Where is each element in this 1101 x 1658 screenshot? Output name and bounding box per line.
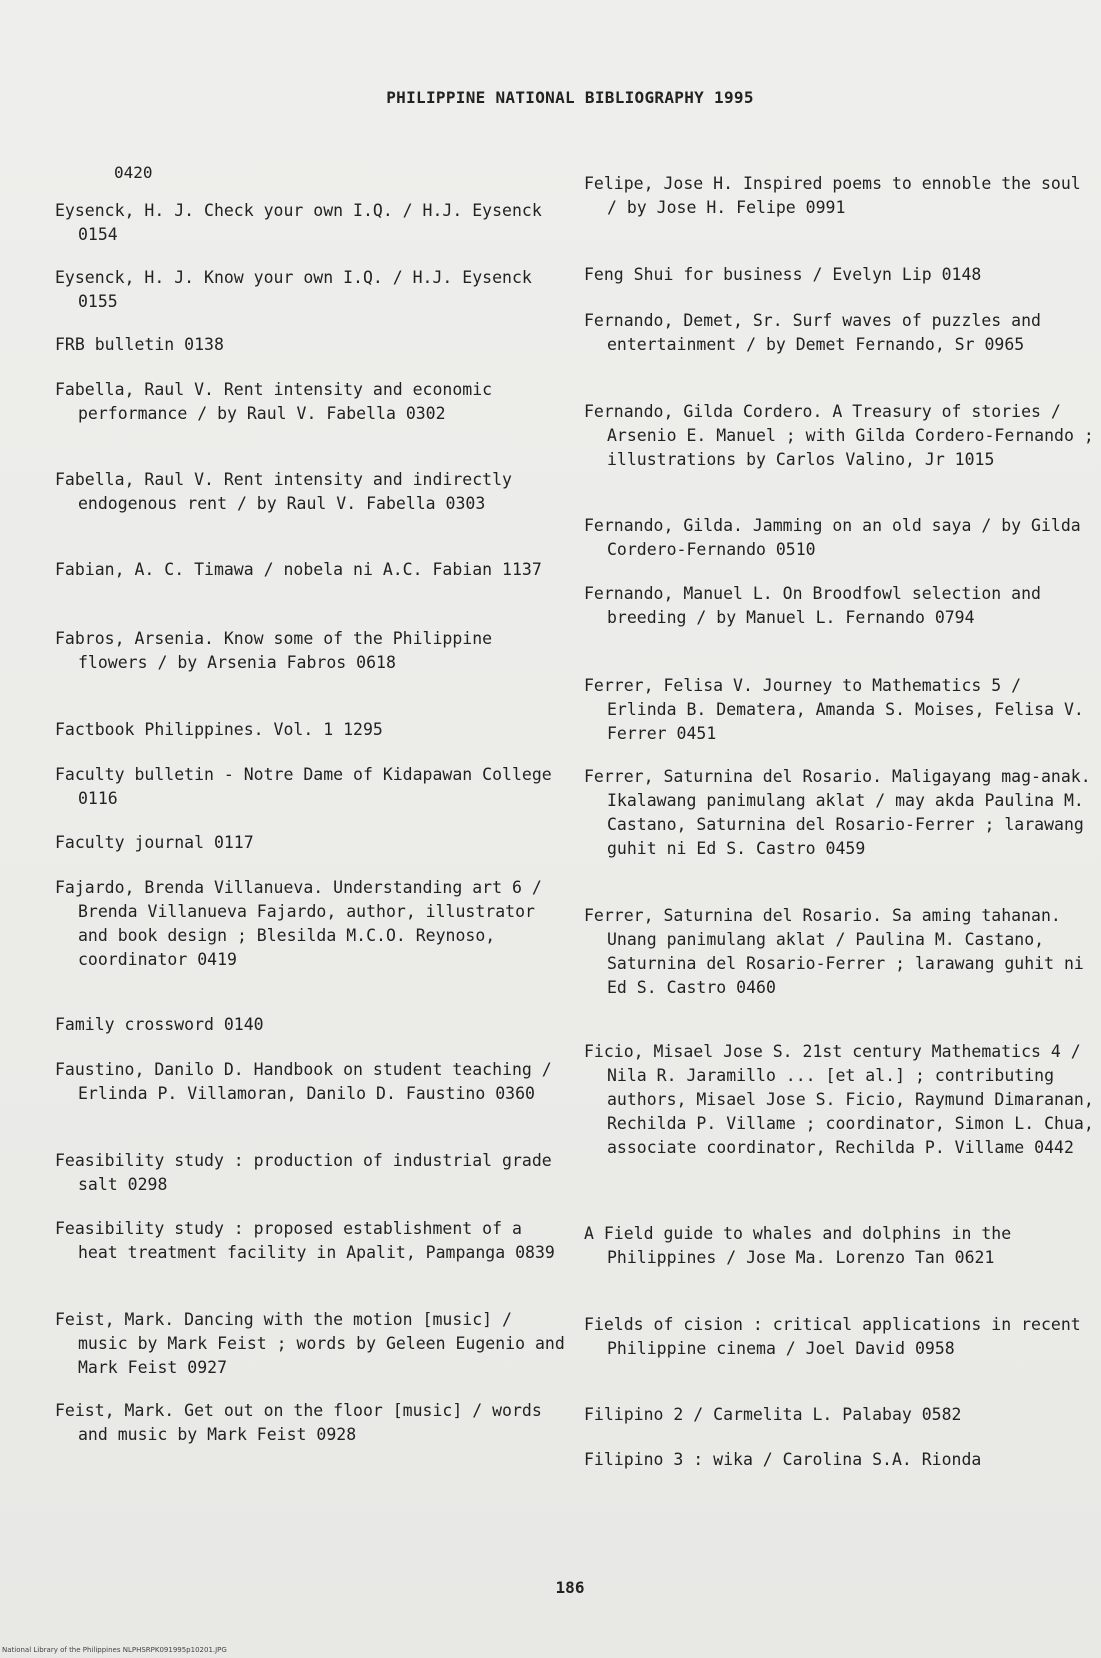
scan-credit: National Library of the Philippines NLPHSRPK091995p10201.JPG: [2, 1646, 227, 1654]
entry: Faustino, Danilo D. Handbook on student teaching / Erlinda P. Villamoran, Danilo D. Faustino 0360: [55, 1060, 552, 1103]
entry: Fabian, A. C. Timawa / nobela ni A.C. Fabian 1137: [55, 560, 542, 579]
entry: Family crossword 0140: [55, 1015, 264, 1034]
entry: Eysenck, H. J. Check your own I.Q. / H.J. Eysenck 0154: [55, 201, 542, 244]
entry: A Field guide to whales and dolphins in the Philippines / Jose Ma. Lorenzo Tan 0621: [584, 1224, 1012, 1267]
entry: Feist, Mark. Get out on the floor [music] / words and music by Mark Feist 0928: [55, 1401, 542, 1444]
entry: Fernando, Gilda Cordero. A Treasury of stories / Arsenio E. Manuel ; with Gilda Cordero-Fernando ; illustrations by Carlos Valino, Jr 1015: [584, 402, 1094, 469]
entry: Filipino 2 / Carmelita L. Palabay 0582: [584, 1405, 962, 1424]
entry: Feasibility study : proposed establishment of a heat treatment facility in Apalit, Pampanga 0839: [55, 1219, 555, 1262]
entry: Fernando, Gilda. Jamming on an old saya / by Gilda Cordero-Fernando 0510: [584, 516, 1081, 559]
entry: Fields of cision : critical applications in recent Philippine cinema / Joel David 0958: [584, 1315, 1081, 1358]
catalog-number: 0420: [114, 163, 153, 182]
entry: Felipe, Jose H. Inspired poems to ennoble the soul / by Jose H. Felipe 0991: [584, 174, 1081, 217]
entry: Fabros, Arsenia. Know some of the Philippine flowers / by Arsenia Fabros 0618: [55, 629, 493, 672]
entry: Filipino 3 : wika / Carolina S.A. Rionda: [584, 1450, 982, 1469]
entry: Fernando, Demet, Sr. Surf waves of puzzles and entertainment / by Demet Fernando, Sr 0965: [584, 311, 1041, 354]
entry: Feasibility study : production of industrial grade salt 0298: [55, 1151, 552, 1194]
entry: Ficio, Misael Jose S. 21st century Mathematics 4 / Nila R. Jaramillo ... [et al.] ; contributing authors, Misael Jose S. Ficio, Raymund Dimaranan, Rechilda P. Villame ; coordinator, Simon L. Chua, associate coordinator, Rechilda P. Villame 0442: [584, 1042, 1094, 1157]
entry: Fabella, Raul V. Rent intensity and economic performance / by Raul V. Fabella 0302: [55, 380, 493, 423]
entry: Faculty journal 0117: [55, 833, 254, 852]
page-title: PHILIPPINE NATIONAL BIBLIOGRAPHY 1995: [386, 88, 754, 107]
entry: Ferrer, Felisa V. Journey to Mathematics 5 / Erlinda B. Dematera, Amanda S. Moises, Felisa V. Ferrer 0451: [584, 676, 1084, 743]
entry: Feng Shui for business / Evelyn Lip 0148: [584, 265, 982, 284]
entry: Faculty bulletin - Notre Dame of Kidapawan College 0116: [55, 765, 552, 808]
entry: Fajardo, Brenda Villanueva. Understanding art 6 / Brenda Villanueva Fajardo, author, illustrator and book design ; Blesilda M.C.O. Reynoso, coordinator 0419: [55, 878, 542, 969]
entry: Eysenck, H. J. Know your own I.Q. / H.J. Eysenck 0155: [55, 268, 532, 311]
entry: Feist, Mark. Dancing with the motion [music] / music by Mark Feist ; words by Geleen Eugenio and Mark Feist 0927: [55, 1310, 565, 1377]
entry: Factbook Philippines. Vol. 1 1295: [55, 720, 383, 739]
entry: Ferrer, Saturnina del Rosario. Sa aming tahanan. Unang panimulang aklat / Paulina M. Castano, Saturnina del Rosario-Ferrer ; larawang guhit ni Ed S. Castro 0460: [584, 906, 1084, 997]
entry: Fabella, Raul V. Rent intensity and indirectly endogenous rent / by Raul V. Fabella 0303: [55, 470, 512, 513]
entry: Ferrer, Saturnina del Rosario. Maligayang mag-anak. Ikalawang panimulang aklat / may akda Paulina M. Castano, Saturnina del Rosario-Ferrer ; larawang guhit ni Ed S. Castro 0459: [584, 767, 1091, 858]
entry: FRB bulletin 0138: [55, 335, 224, 354]
page-number: 186: [555, 1578, 585, 1597]
entry: Fernando, Manuel L. On Broodfowl selection and breeding / by Manuel L. Fernando 0794: [584, 584, 1041, 627]
